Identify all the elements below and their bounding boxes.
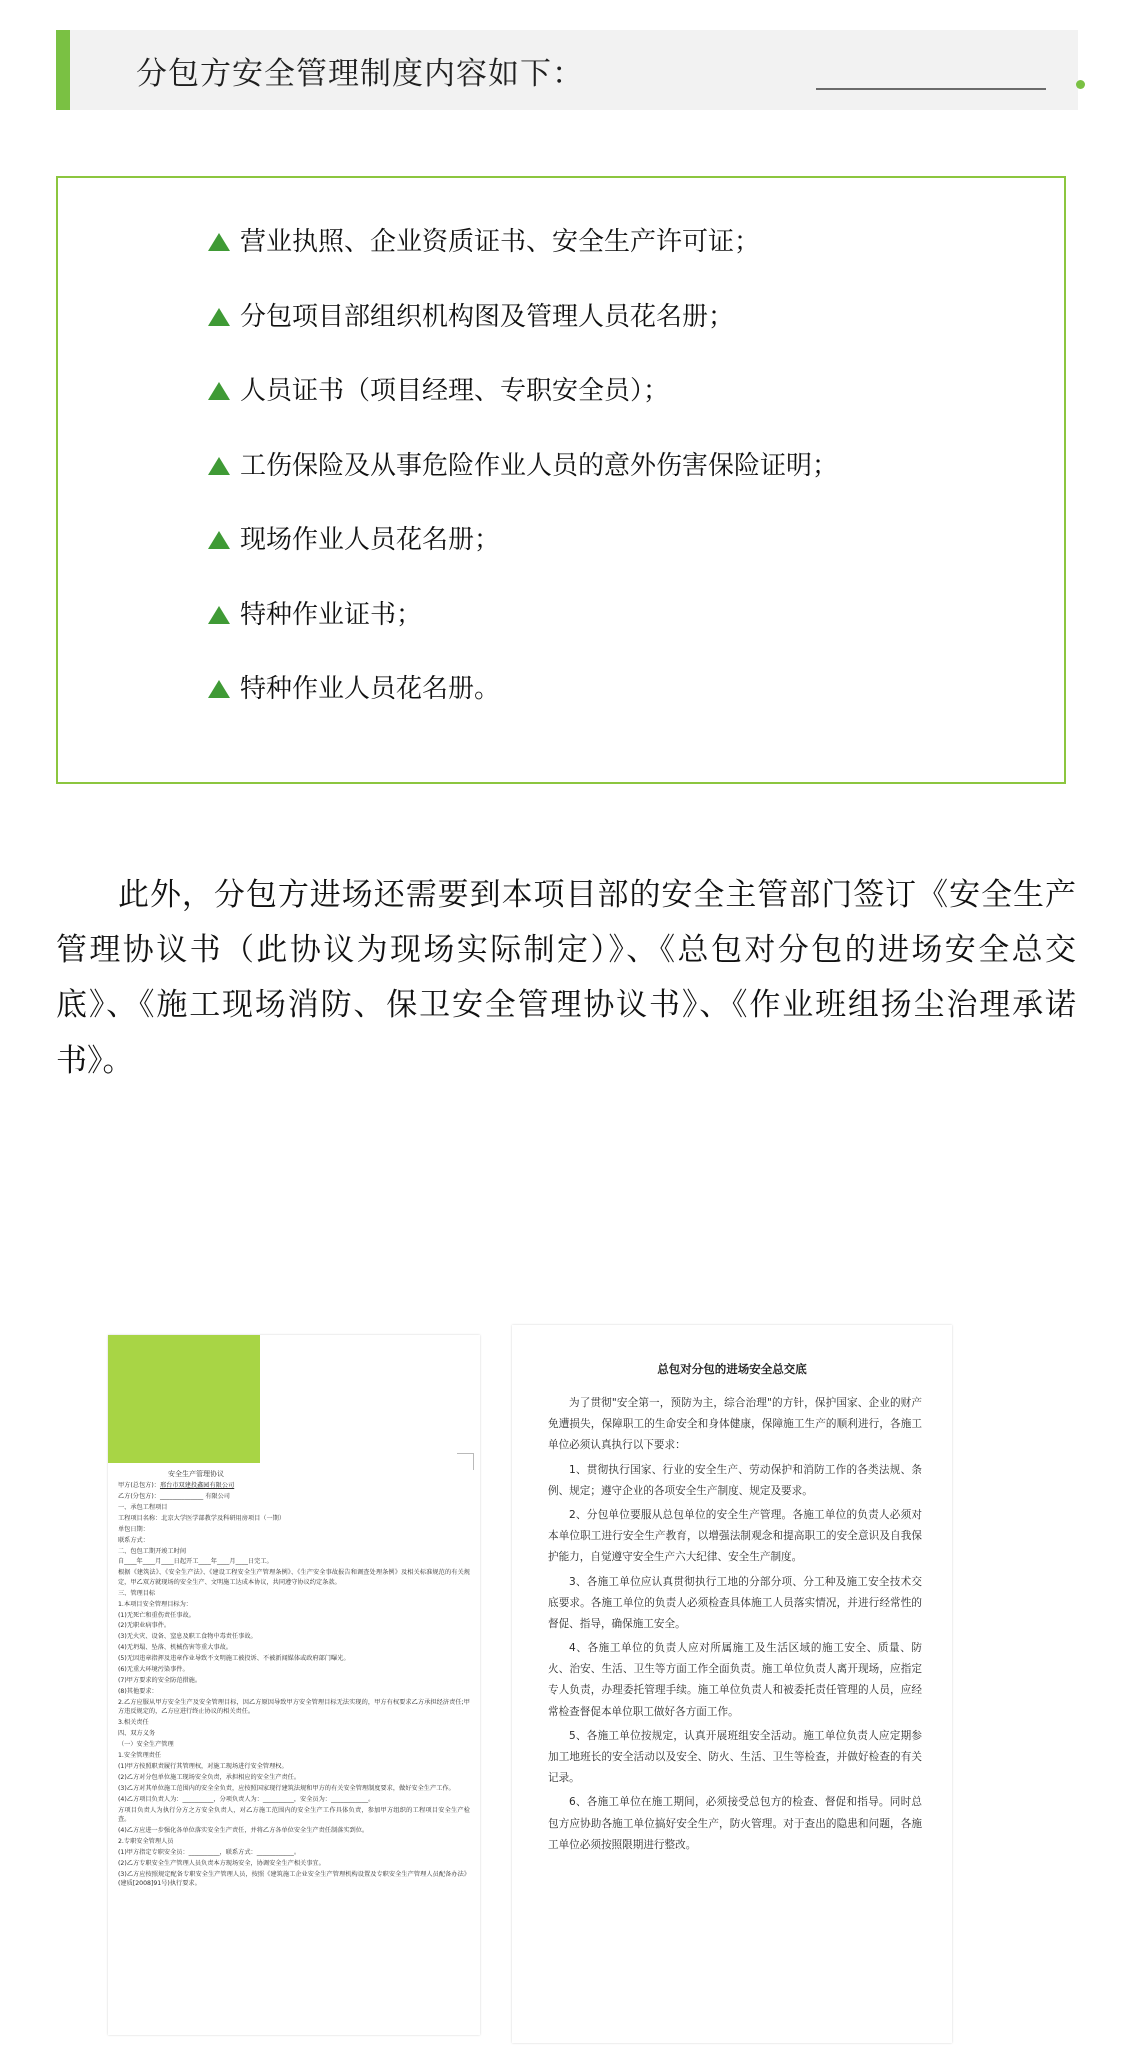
triangle-bullet-icon bbox=[208, 680, 230, 698]
scan-left-line: 自____年____月____日起开工____年____月____日完工。 bbox=[118, 1558, 273, 1566]
list-item bbox=[208, 301, 1064, 334]
scan-left-line: 3.相关责任 bbox=[118, 1719, 149, 1727]
scan-right-paragraph: 6、各施工单位在施工期间，必须接受总包方的检查、督促和指导。同时总包方应协助各施工单位搞好安全生产，防火管理。对于查出的隐患和问题，各施工单位必须按照限期进行整改。 bbox=[548, 1796, 922, 1851]
page-header bbox=[56, 30, 1078, 110]
page-corner-mark bbox=[457, 1453, 474, 1470]
scan-left-title: 安全生产管理协议 bbox=[168, 1470, 224, 1478]
scan-right-paragraph: 1、贯彻执行国家、行业的安全生产、劳动保护和消防工作的各类法规、条例、规定；遵守企业的各项安全生产制度、规定及要求。 bbox=[548, 1463, 922, 1497]
scan-left-line: 二、包包工期开竣工时间 bbox=[118, 1547, 187, 1555]
list-item-label: 特种作业人员花名册。 bbox=[240, 674, 501, 704]
scan-left-body bbox=[118, 1481, 470, 1890]
triangle-bullet-icon bbox=[208, 531, 230, 549]
scan-left-line: 一、承包工程项目 bbox=[118, 1503, 168, 1511]
scan-left-line: (3)无火灾、设备、窒息及职工食物中毒责任事故。 bbox=[118, 1633, 257, 1641]
scan-right-paragraph: 3、各施工单位应认真贯彻执行工地的分部分项、分工种及施工安全技术交底要求。各施工单位的负责人必须检查具体施工人员落实情况，并进行经常性的督促、指导，确保施工安全。 bbox=[548, 1575, 922, 1630]
scan-safety-agreement bbox=[108, 1335, 480, 2035]
scan-left-line: 方项目负责人为执行分方之方安全负责人，对乙方施工范围内的安全生产工作具体负责，参加甲方组织的工程项目安全生产检查。 bbox=[118, 1806, 470, 1824]
scan-right-body bbox=[548, 1393, 922, 1859]
scan-left-line: （一）安全生产管理 bbox=[118, 1741, 174, 1749]
triangle-bullet-icon bbox=[208, 233, 230, 251]
scan-left-line: 1.安全管理责任 bbox=[118, 1752, 162, 1760]
triangle-bullet-icon bbox=[208, 457, 230, 475]
scan-left-line: (1)甲方按照职责履行其管理权，对施工现场进行安全管理权。 bbox=[118, 1762, 288, 1770]
triangle-bullet-icon bbox=[208, 308, 230, 326]
list-item bbox=[208, 673, 1064, 706]
scan-left-line: (2)乙方专职安全生产管理人员负责本方现场安全，协调安全生产相关事宜。 bbox=[118, 1859, 325, 1867]
scan-right-paragraph: 5、各施工单位按规定，认真开展班组安全活动。施工单位负责人应定期参加工地班长的安全活动以及安全、防火、生活、卫生等检查，并做好检查的有关记录。 bbox=[548, 1729, 922, 1785]
list-item-label: 工伤保险及从事危险作业人员的意外伤害保险证明； bbox=[240, 450, 839, 481]
scan-left-line: (6)无重大环境污染事件。 bbox=[118, 1666, 189, 1674]
header-underline bbox=[816, 88, 1046, 90]
scan-left-line: (3)乙方应按照规定配备专职安全生产管理人员，按照《建筑施工企业安全生产管理机构设置及专职安全生产管理人员配备办法》(建质[2008]91号)执行要求。 bbox=[118, 1870, 470, 1888]
header-accent-bar bbox=[56, 30, 70, 110]
list-item-label: 分包项目部组织机构图及管理人员花名册； bbox=[240, 301, 735, 332]
list-item bbox=[208, 450, 1064, 483]
body-paragraph: 此外，分包方进场还需要到本项目部的安全主管部门签订《安全生产管理协议书（此协议为现场实际制定）》、《总包对分包的进场安全总交底》、《施工现场消防、保卫安全管理协议书》、《作业班组扬尘治理承诺书》。 bbox=[56, 877, 1076, 1079]
triangle-bullet-icon bbox=[208, 382, 230, 400]
list-item-label: 特种作业证书； bbox=[240, 599, 423, 630]
scan-left-line: 工程项目名称：北京大学医学部教学及科研用房项目（一期） bbox=[118, 1514, 286, 1522]
list-item-label: 现场作业人员花名册； bbox=[240, 525, 501, 555]
scan-left-line: 三、管理目标 bbox=[118, 1589, 156, 1597]
list-item bbox=[208, 524, 1064, 557]
scan-left-line: (2)乙方对分包单位施工现场安全负责，承担相应的安全生产责任。 bbox=[118, 1773, 301, 1781]
requirements-list bbox=[58, 178, 1064, 706]
scan-right-title: 总包对分包的进场安全总交底 bbox=[657, 1362, 807, 1376]
scan-left-line: (3)乙方对其单位施工范围内的安全全负责，应按照国家现行建筑法规和甲方的有关安全管理制度要求，做好安全生产工作。 bbox=[118, 1784, 455, 1792]
page-title: 分包方安全管理制度内容如下： bbox=[136, 55, 584, 92]
scan-left-line: (1)甲方指定专职安全员：__________，联系方式：____________。 bbox=[118, 1848, 301, 1856]
scan-left-line: 甲方(总包方)：邢台市双建投鑫园有限公司 bbox=[118, 1482, 235, 1489]
scan-left-line: 1.本项目安全管理目标为： bbox=[118, 1600, 192, 1608]
document-scans bbox=[0, 1325, 1133, 2045]
scan-left-line: (1)无死亡和重伤责任事故。 bbox=[118, 1611, 195, 1619]
scan-left-line: (5)无因违章指挥及违章作业导致不文明施工被投诉、不被新闻媒体或政府部门曝光。 bbox=[118, 1655, 350, 1663]
scan-left-line: (4)无坍塌、坠落、机械伤害等重大事故。 bbox=[118, 1644, 232, 1652]
list-item-label: 营业执照、企业资质证书、安全生产许可证； bbox=[240, 227, 761, 257]
list-item bbox=[208, 226, 1064, 259]
scan-left-line: (7)甲方要求的安全防范措施。 bbox=[118, 1677, 202, 1685]
requirements-box bbox=[56, 176, 1066, 784]
scan-right-paragraph: 2、分包单位要服从总包单位的安全生产管理。各施工单位的负责人必须对本单位职工进行安全生产教育，以增强法制观念和提高职工的安全意识及自我保护能力，自觉遵守安全生产六大纪律、安全生产制度。 bbox=[548, 1508, 922, 1564]
scan-right-paragraph: 4、各施工单位的负责人应对所属施工及生活区域的施工安全、质量、防火、治安、生活、卫生等方面工作全面负责。施工单位负责人离开现场，应指定专人负责，办理委托管理手续。施工单位负责人和被委托责任管理的人员，应经常检查督促本单位职工做好各方面工作。 bbox=[548, 1642, 922, 1718]
scan-left-line: 2.专职安全管理人员 bbox=[118, 1837, 174, 1845]
scan-left-line: (4)乙方项目负责人为：__________，分项负责人为：__________，安全员为：____________。 bbox=[118, 1795, 375, 1803]
scan-left-line: 四、双方义务 bbox=[118, 1730, 156, 1738]
scan-left-line: 联系方式： bbox=[118, 1536, 149, 1544]
scan-left-line: (4)乙方应进一步强化各单位落实安全生产责任，并将乙方各单位安全生产责任制落实到位。 bbox=[118, 1827, 369, 1834]
scan-left-line: 乙方(分包方)：______________ 有限公司 bbox=[118, 1492, 230, 1500]
triangle-bullet-icon bbox=[208, 606, 230, 624]
list-item bbox=[208, 599, 1064, 632]
scan-left-line: 单包日期： bbox=[118, 1525, 149, 1533]
scan-safety-disclosure bbox=[512, 1325, 952, 2043]
list-item-label: 人员证书（项目经理、专职安全员）； bbox=[240, 376, 670, 406]
scan-right-paragraph: 为了贯彻"安全第一，预防为主，综合治理"的方针，保护国家、企业的财产免遭损失，保障职工的生命安全和身体健康，保障施工生产的顺利进行，各施工单位必须认真执行以下要求： bbox=[548, 1397, 922, 1452]
scan-left-line: 根据《建筑法》、《安全生产法》、《建设工程安全生产管理条例》、《生产安全事故报告和调查处理条例》及相关标准规范的有关规定，甲乙双方就现场的安全生产、文明施工达成本协议，共同遵守协议约定条款。 bbox=[118, 1569, 470, 1586]
scan-left-line: (2)无职业病事件。 bbox=[118, 1622, 171, 1630]
list-item bbox=[208, 375, 1064, 408]
green-highlight-block bbox=[108, 1335, 260, 1463]
header-dot-icon bbox=[1076, 80, 1085, 89]
scan-left-line: (8)其他要求： bbox=[118, 1688, 158, 1696]
scan-left-line: 2.乙方应服从甲方安全生产及安全管理目标，因乙方原因导致甲方安全管理目标无法实现的，甲方有权要求乙方承担经济责任;甲方违反规定的，乙方应进行终止协议的相关责任。 bbox=[118, 1698, 470, 1716]
